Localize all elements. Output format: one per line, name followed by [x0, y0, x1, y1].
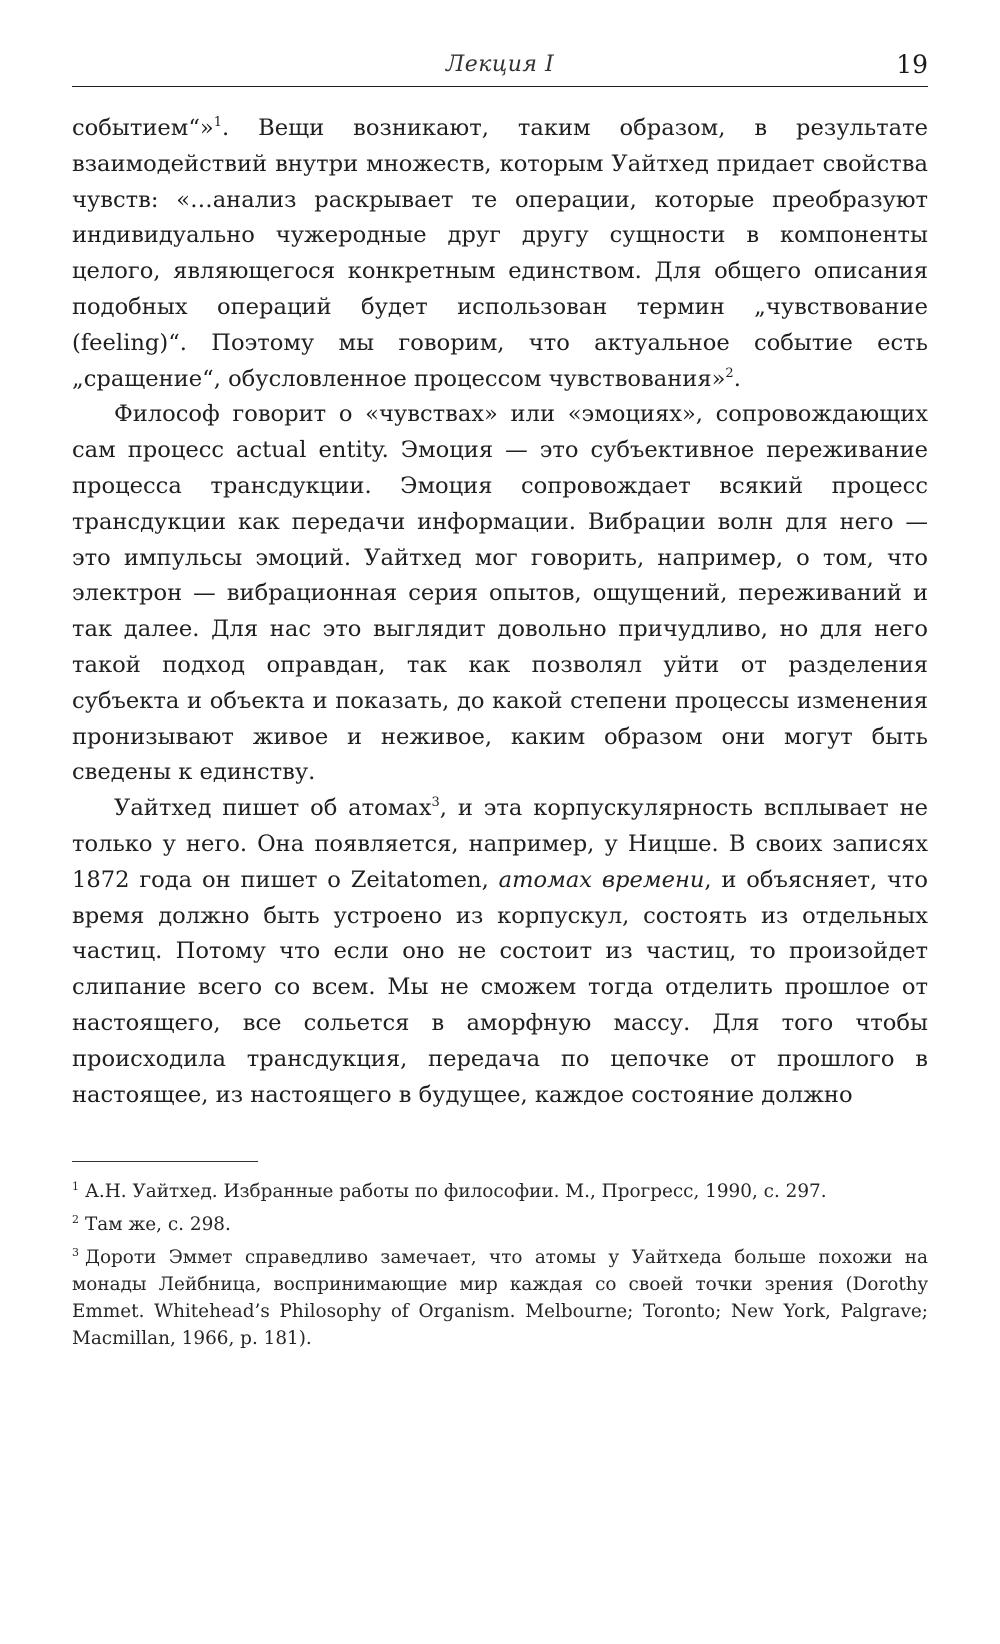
footnote-1-text: А.Н. Уайтхед. Избранные работы по философии. М., Прогресс, 1990, с. 297.	[85, 1181, 827, 1203]
footnotes	[72, 1178, 928, 1352]
footnote-2-text: Там же, с. 298.	[85, 1214, 231, 1236]
paragraph-1-text-middle: . Вещи возникают, таким образом, в результате взаимодействий внутри множеств, которым Уайтхед придает свойства чувств: «…анализ раскрывает те операции, которые преобразуют индивидуально чужеродные друг другу сущности в компоненты целого, являющегося конкретным единством. Для общего описания подобных операций будет использован термин „чувствование (feeling)“. Поэтому мы говорим, что актуальное событие есть „сращение“, обусловленное процессом чувствования»	[72, 115, 928, 392]
footnote-2-marker: 2	[72, 1213, 79, 1227]
paragraph-3-text-after: , и объясняет, что время должно быть устроено из корпускул, состоять из отдельных частиц. Потому что если оно не состоит из частиц, то произойдет слипание всего со всем. Мы не сможем тогда отделить прошлое от настоящего, все сольется в аморфную массу. Для того чтобы происходила трансдукция, передача по цепочке от прошлого в настоящее, из настоящего в будущее, каждое состояние должно	[72, 866, 928, 1108]
main-text	[72, 111, 928, 1113]
book-page	[72, 52, 928, 1358]
paragraph-3-italic: атомах времени	[498, 866, 705, 893]
footnote-1-marker: 1	[72, 1180, 79, 1194]
footnote-divider	[72, 1161, 258, 1162]
running-header	[72, 52, 928, 87]
paragraph-1-text-after: .	[733, 365, 741, 392]
paragraph-1-text-before: событием“»	[72, 115, 214, 141]
footnote-2	[72, 1211, 928, 1238]
footnote-3-text: Дороти Эммет справедливо замечает, что атомы у Уайтхеда больше похожи на монады Лейбница, воспринимающие мир каждая со своей точки зрения (Dorothy Emmet. Whitehead’s Philosophy of Organism. Melbourne; Toronto; New York, Palgrave; Macmillan, 1966, p. 181).	[72, 1247, 928, 1350]
footnote-3	[72, 1244, 928, 1352]
footnote-3-marker: 3	[72, 1246, 79, 1260]
paragraph-3	[72, 791, 928, 1113]
paragraph-3-text-before: Уайтхед пишет об атомах	[114, 795, 432, 822]
paragraph-2: Философ говорит о «чувствах» или «эмоциях», сопровождающих сам процесс actual entity. Эмоция — это субъективное переживание процесса трансдукции. Эмоция сопровождает всякий процесс трансдукции как передачи информации. Вибрации волн для него — это импульсы эмоций. Уайтхед мог говорить, например, о том, что электрон — вибрационная серия опытов, ощущений, переживаний и так далее. Для нас это выглядит довольно причудливо, но для него такой подход оправдан, так как позволял уйти от разделения субъекта и объекта и показать, до какой степени процессы изменения пронизывают живое и неживое, каким образом они могут быть сведены к единству.	[72, 401, 928, 786]
footnote-ref-2: 2	[725, 365, 734, 381]
paragraph-3-text-middle: , и эта корпускулярность всплывает не только у него. Она появляется, например, у Ницше. В своих записях 1872 года он пишет о Zeitatomen,	[72, 795, 928, 893]
running-title: Лекция I	[445, 52, 555, 77]
footnote-1	[72, 1178, 928, 1205]
paragraph-1	[72, 111, 928, 397]
footnote-ref-3: 3	[431, 795, 440, 811]
footnote-ref-1: 1	[213, 115, 222, 130]
page-number: 19	[896, 50, 928, 79]
